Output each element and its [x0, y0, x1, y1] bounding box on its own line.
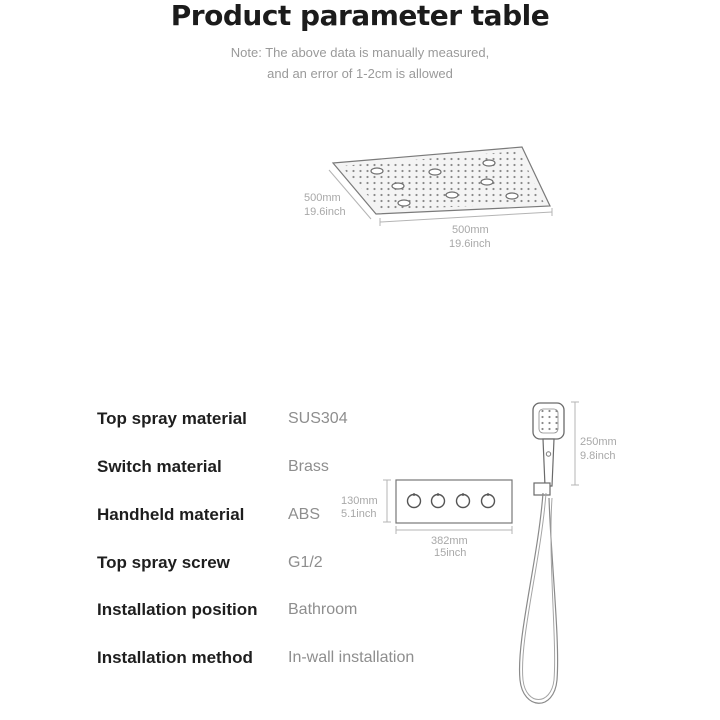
spec-value: Brass: [288, 458, 329, 475]
top-spray-panel-image: [329, 147, 552, 226]
spec-label: Switch material: [97, 457, 222, 476]
valve-height-inch: 5.1inch: [341, 508, 377, 520]
top-spray-depth-mm: 500mm: [304, 192, 341, 204]
spec-label: Installation method: [97, 648, 253, 667]
valve-width-inch: 15inch: [434, 547, 467, 559]
spec-value: SUS304: [288, 410, 348, 427]
spec-value: Bathroom: [288, 601, 358, 618]
handheld-length-inch: 9.8inch: [580, 450, 616, 462]
handheld-shower-image: [520, 402, 579, 703]
top-spray-width-inch: 19.6inch: [449, 238, 491, 250]
handheld-length-mm: 250mm: [580, 436, 617, 448]
spec-label: Installation position: [97, 600, 258, 619]
spec-label: Top spray screw: [97, 553, 230, 572]
page-title: Product parameter table: [170, 0, 550, 32]
spec-label: Top spray material: [97, 409, 247, 428]
note-line-1: Note: The above data is manually measured,: [230, 45, 490, 60]
spec-value: ABS: [288, 506, 321, 523]
spec-value: G1/2: [288, 554, 323, 571]
valve-width-mm: 382mm: [431, 535, 468, 547]
switch-panel-image: [383, 480, 512, 534]
top-spray-width-mm: 500mm: [452, 224, 489, 236]
note-line-2: and an error of 1-2cm is allowed: [267, 66, 453, 81]
valve-height-mm: 130mm: [341, 495, 378, 507]
spec-label: Handheld material: [97, 505, 245, 524]
top-spray-depth-inch: 19.6inch: [304, 206, 346, 218]
spec-value: In-wall installation: [288, 649, 415, 666]
